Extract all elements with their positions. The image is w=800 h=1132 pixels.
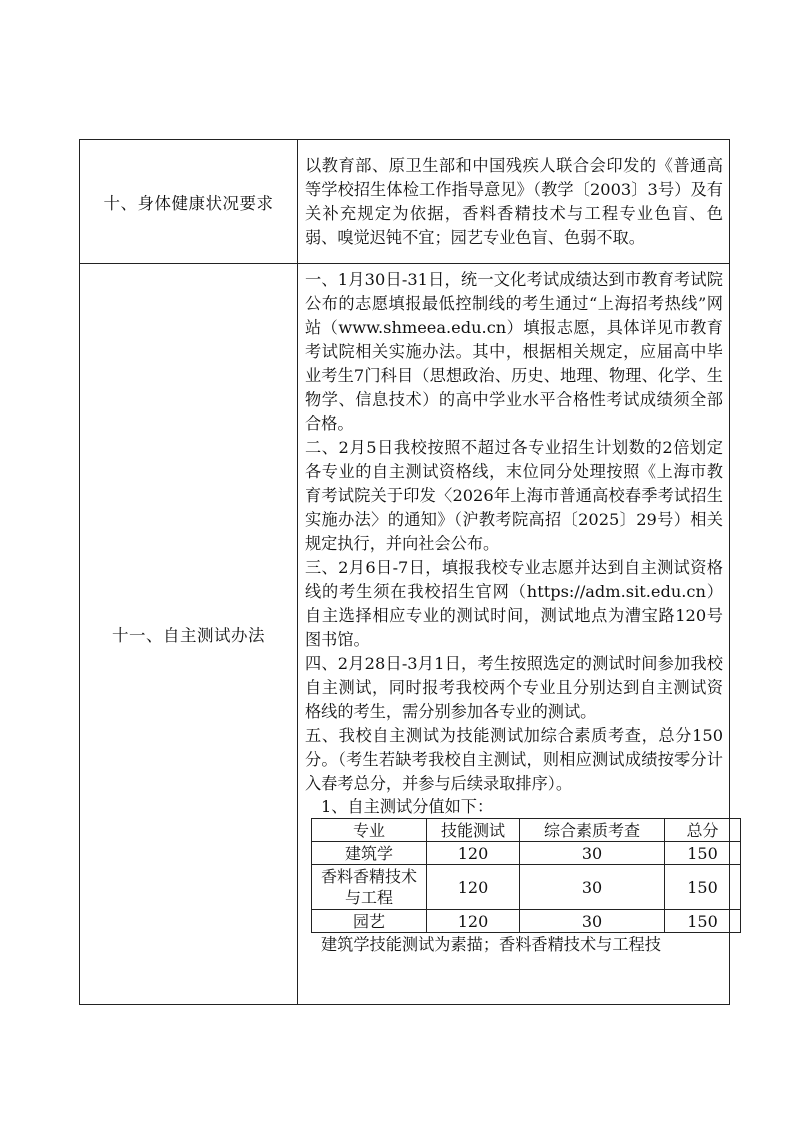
cell-total: 150 (665, 865, 741, 910)
self-test-method-row (80, 264, 730, 1005)
self-test-method-label: 十一、自主测试办法 (80, 264, 298, 1005)
cell-skill: 120 (427, 865, 520, 910)
score-table-header (312, 819, 741, 842)
admission-rules-table (79, 139, 730, 1005)
health-requirements-content (298, 140, 730, 264)
paragraph-5: 五、我校自主测试为技能测试加综合素质考查，总分150分。（考生若缺考我校自主测试，则相应测试成绩按零分计入春考总分，并参与后续录取排序）。 (305, 726, 723, 793)
header-major: 专业 (312, 819, 427, 842)
cell-quality: 30 (520, 842, 665, 865)
score-heading: 1、自主测试分值如下： (321, 797, 494, 816)
cell-quality: 30 (520, 910, 665, 933)
self-test-method-content (298, 264, 730, 1005)
cell-major: 香料香精技术与工程 (312, 865, 427, 910)
paragraph-3: 三、2月6日-7日，填报我校专业志愿并达到自主测试资格线的考生须在我校招生官网（https://adm.sit.edu.cn）自主选择相应专业的测试时间，测试地点为漕宝路120号图书馆。 (305, 558, 723, 649)
tail-text: 建筑学技能测试为素描；香料香精技术与工程技 (321, 935, 661, 954)
health-requirements-row (80, 140, 730, 264)
cell-total: 150 (665, 842, 741, 865)
table-row (312, 842, 741, 865)
cell-quality: 30 (520, 865, 665, 910)
health-requirements-label: 十、身体健康状况要求 (80, 140, 298, 264)
header-total: 总分 (665, 819, 741, 842)
paragraph-1: 一、1月30日-31日，统一文化考试成绩达到市教育考试院公布的志愿填报最低控制线的考生通过“上海招考热线”网站（www.shmeea.edu.cn）填报志愿，具体详见市教育考试院相关实施办法。其中，根据相关规定，应届高中毕业考生7门科目（思想政治、历史、地理、物理、化学、生物学、信息技术）的高中学业水平合格性考试成绩须全部合格。 (305, 270, 723, 433)
table-row (312, 910, 741, 933)
header-quality: 综合素质考查 (520, 819, 665, 842)
cell-total: 150 (665, 910, 741, 933)
table-row (312, 865, 741, 910)
cell-skill: 120 (427, 910, 520, 933)
paragraph-2: 二、2月5日我校按照不超过各专业招生计划数的2倍划定各专业的自主测试资格线，末位同分处理按照《上海市教育考试院关于印发〈2026年上海市普通高校春季考试招生实施办法〉的通知》（沪教考院高招〔2025〕29号）相关规定执行，并向社会公布。 (305, 438, 723, 553)
cell-skill: 120 (427, 842, 520, 865)
paragraph-4: 四、2月28日-3月1日，考生按照选定的测试时间参加我校自主测试，同时报考我校两个专业且分别达到自主测试资格线的考生，需分别参加各专业的测试。 (305, 654, 723, 721)
header-skill: 技能测试 (427, 819, 520, 842)
score-table (311, 818, 741, 933)
health-requirements-text: 以教育部、原卫生部和中国残疾人联合会印发的《普通高等学校招生体检工作指导意见》（教学〔2003〕3号）及有关补充规定为依据，香料香精技术与工程专业色盲、色弱、嗅觉迟钝不宜；园艺专业色盲、色弱不取。 (305, 155, 723, 247)
cell-major: 建筑学 (312, 842, 427, 865)
cell-major: 园艺 (312, 910, 427, 933)
